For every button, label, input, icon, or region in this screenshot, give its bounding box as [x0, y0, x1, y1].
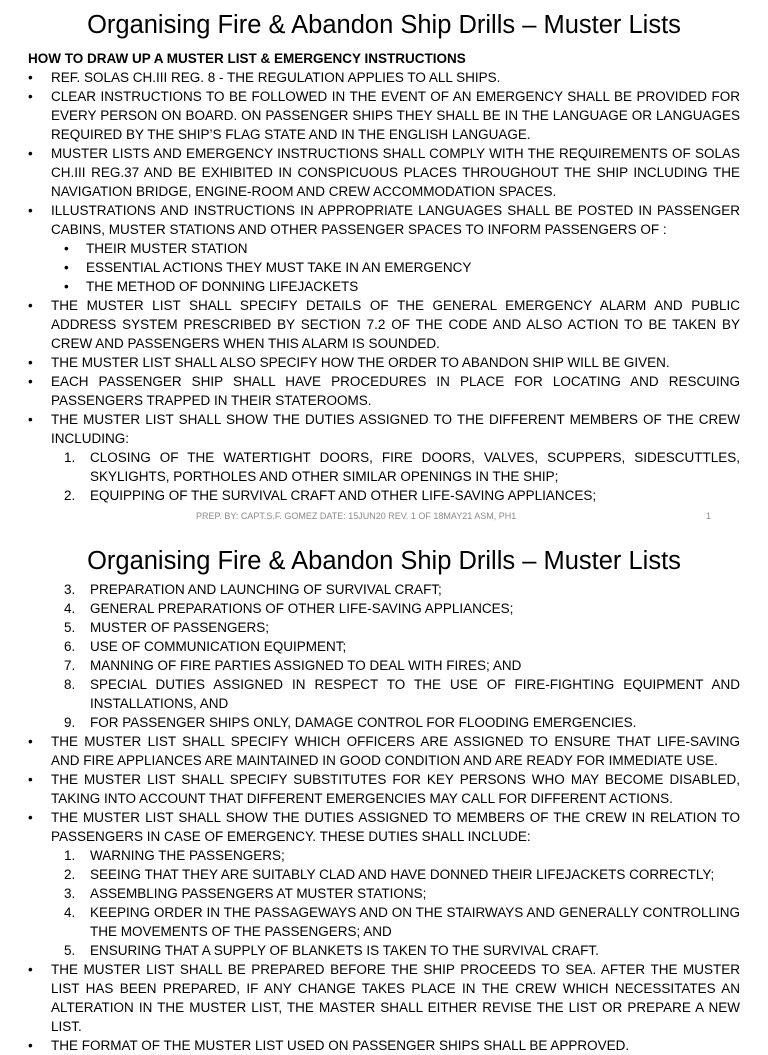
item-number: 2.	[64, 867, 76, 882]
bullet-marker: •	[28, 962, 33, 977]
item-text: THE MUSTER LIST SHALL SHOW THE DUTIES ASSIGNED TO THE DIFFERENT MEMBERS OF THE CREW INCLUDING:	[51, 412, 740, 446]
bullet-item	[0, 87, 768, 144]
bullet-item	[0, 770, 768, 808]
item-number: 8.	[64, 677, 76, 692]
bullet-marker: •	[28, 355, 33, 370]
bullet-marker: •	[28, 89, 33, 104]
item-number: 3.	[64, 582, 76, 597]
bullet-marker: •	[28, 203, 33, 218]
bullet-item	[0, 353, 768, 372]
item-text: MUSTER LISTS AND EMERGENCY INSTRUCTIONS SHALL COMPLY WITH THE REQUIREMENTS OF SOLAS CH.III REG.37 AND BE EXHIBITED IN CONSPICUOUS PLACES THROUGHOUT THE SHIP INCLUDING THE NAVIGATION BRIDGE, ENGINE-ROOM AND CREW ACCOMMODATION SPACES.	[51, 146, 740, 199]
item-number: 6.	[64, 639, 76, 654]
item-text: THE FORMAT OF THE MUSTER LIST USED ON PASSENGER SHIPS SHALL BE APPROVED.	[51, 1038, 630, 1053]
item-text: THE MUSTER LIST SHALL SHOW THE DUTIES ASSIGNED TO MEMBERS OF THE CREW IN RELATION TO PASSENGERS IN CASE OF EMERGENCY. THESE DUTIES SHALL INCLUDE:	[51, 810, 740, 844]
bullet-item	[0, 808, 768, 846]
item-text: THE MUSTER LIST SHALL BE PREPARED BEFORE THE SHIP PROCEEDS TO SEA. AFTER THE MUSTER LIST HAS BEEN PREPARED, IF ANY CHANGE TAKES PLACE IN THE CREW WHICH NECESSITATES AN ALTERATION IN THE MUSTER LIST, THE MASTER SHALL EITHER REVISE THE LIST OR PREPARE A NEW LIST.	[51, 962, 740, 1034]
bullet-marker: •	[28, 374, 33, 389]
item-text: PREPARATION AND LAUNCHING OF SURVIVAL CRAFT;	[90, 582, 442, 597]
bullet-marker: •	[64, 279, 69, 294]
numbered-item	[0, 941, 768, 960]
item-text: FOR PASSENGER SHIPS ONLY, DAMAGE CONTROL FOR FLOODING EMERGENCIES.	[90, 715, 637, 730]
bullet-item	[0, 1036, 768, 1055]
numbered-item	[0, 448, 768, 486]
item-number: 9.	[64, 715, 76, 730]
bullet-marker: •	[28, 298, 33, 313]
item-text: THE MUSTER LIST SHALL SPECIFY SUBSTITUTES FOR KEY PERSONS WHO MAY BECOME DISABLED, TAKING INTO ACCOUNT THAT DIFFERENT EMERGENCIES MAY CALL FOR DIFFERENT ACTIONS.	[51, 772, 740, 806]
item-number: 1.	[64, 450, 76, 465]
bullet-marker: •	[28, 772, 33, 787]
numbered-item	[0, 599, 768, 618]
item-text: USE OF COMMUNICATION EQUIPMENT;	[90, 639, 347, 654]
item-text: CLOSING OF THE WATERTIGHT DOORS, FIRE DOORS, VALVES, SCUPPERS, SIDESCUTTLES, SKYLIGHTS, PORTHOLES AND OTHER SIMILAR OPENINGS IN THE SHIP;	[90, 450, 740, 484]
item-text: ENSURING THAT A SUPPLY OF BLANKETS IS TAKEN TO THE SURVIVAL CRAFT.	[90, 943, 599, 958]
bullet-item	[0, 410, 768, 448]
item-number: 1.	[64, 848, 76, 863]
item-text: EACH PASSENGER SHIP SHALL HAVE PROCEDURES IN PLACE FOR LOCATING AND RESCUING PASSENGERS TRAPPED IN THEIR STATEROOMS.	[51, 374, 740, 408]
item-number: 4.	[64, 905, 76, 920]
bullet-item	[0, 277, 768, 296]
slide-1-list	[0, 68, 768, 505]
bullet-item	[0, 296, 768, 353]
bullet-marker: •	[64, 241, 69, 256]
numbered-item	[0, 865, 768, 884]
section-heading: HOW TO DRAW UP A MUSTER LIST & EMERGENCY INSTRUCTIONS	[28, 51, 466, 66]
bullet-item	[0, 144, 768, 201]
numbered-item	[0, 656, 768, 675]
item-text: THE MUSTER LIST SHALL SPECIFY DETAILS OF THE GENERAL EMERGENCY ALARM AND PUBLIC ADDRESS SYSTEM PRESCRIBED BY SECTION 7.2 OF THE CODE AND ALSO ACTION TO BE TAKEN BY CREW AND PASSENGERS WHEN THIS ALARM IS SOUNDED.	[51, 298, 740, 351]
item-number: 7.	[64, 658, 76, 673]
item-number: 2.	[64, 488, 76, 503]
slide-footer	[0, 509, 768, 523]
footer-text: PREP. BY: CAPT.S.F. GOMEZ DATE: 15JUN20 REV. 1 OF 18MAY21 ASM, PH1	[196, 511, 517, 521]
numbered-item	[0, 637, 768, 656]
item-text: THE METHOD OF DONNING LIFEJACKETS	[86, 279, 359, 294]
item-text: MANNING OF FIRE PARTIES ASSIGNED TO DEAL WITH FIRES; AND	[90, 658, 522, 673]
numbered-item	[0, 580, 768, 599]
item-text: EQUIPPING OF THE SURVIVAL CRAFT AND OTHER LIFE-SAVING APPLIANCES;	[90, 488, 597, 503]
slide-2-body	[0, 580, 768, 1055]
bullet-item	[0, 960, 768, 1036]
item-number: 3.	[64, 886, 76, 901]
numbered-item	[0, 675, 768, 713]
bullet-marker: •	[28, 70, 33, 85]
bullet-item	[0, 258, 768, 277]
numbered-item	[0, 884, 768, 903]
item-text: SEEING THAT THEY ARE SUITABLY CLAD AND HAVE DONNED THEIR LIFEJACKETS CORRECTLY;	[90, 867, 715, 882]
item-text: CLEAR INSTRUCTIONS TO BE FOLLOWED IN THE EVENT OF AN EMERGENCY SHALL BE PROVIDED FOR EVERY PERSON ON BOARD. ON PASSENGER SHIPS THEY SHALL BE IN THE LANGUAGE OR LANGUAGES REQUIRED BY THE SHIP’S FLAG STATE AND IN THE ENGLISH LANGUAGE.	[51, 89, 740, 142]
bullet-marker: •	[28, 734, 33, 749]
item-text: SPECIAL DUTIES ASSIGNED IN RESPECT TO THE USE OF FIRE-FIGHTING EQUIPMENT AND INSTALLATIONS, AND	[90, 677, 740, 711]
slide-2-list	[0, 580, 768, 1055]
item-number: 5.	[64, 620, 76, 635]
slide-title: Organising Fire & Abandon Ship Drills – Muster Lists	[87, 547, 681, 575]
item-text: ASSEMBLING PASSENGERS AT MUSTER STATIONS;	[90, 886, 427, 901]
bullet-marker: •	[28, 1038, 33, 1053]
item-number: 5.	[64, 943, 76, 958]
item-number: 4.	[64, 601, 76, 616]
bullet-marker: •	[28, 146, 33, 161]
item-text: ILLUSTRATIONS AND INSTRUCTIONS IN APPROPRIATE LANGUAGES SHALL BE POSTED IN PASSENGER CABINS, MUSTER STATIONS AND OTHER PASSENGER SPACES TO INFORM PASSENGERS OF :	[51, 203, 740, 237]
slide-title: Organising Fire & Abandon Ship Drills – Muster Lists	[87, 11, 681, 39]
numbered-item	[0, 618, 768, 637]
bullet-marker: •	[28, 810, 33, 825]
item-text: MUSTER OF PASSENGERS;	[90, 620, 270, 635]
bullet-item	[0, 372, 768, 410]
item-text: GENERAL PREPARATIONS OF OTHER LIFE-SAVING APPLIANCES;	[90, 601, 514, 616]
bullet-marker: •	[28, 412, 33, 427]
bullet-marker: •	[64, 260, 69, 275]
numbered-item	[0, 486, 768, 505]
bullet-item	[0, 68, 768, 87]
slide-1-body	[0, 49, 768, 505]
numbered-item	[0, 903, 768, 941]
item-text: THEIR MUSTER STATION	[86, 241, 248, 256]
bullet-item	[0, 239, 768, 258]
bullet-item	[0, 201, 768, 239]
page-number: 1	[706, 511, 712, 521]
numbered-item	[0, 846, 768, 865]
item-text: ESSENTIAL ACTIONS THEY MUST TAKE IN AN EMERGENCY	[86, 260, 472, 275]
numbered-item	[0, 713, 768, 732]
item-text: THE MUSTER LIST SHALL SPECIFY WHICH OFFICERS ARE ASSIGNED TO ENSURE THAT LIFE-SAVING AND FIRE APPLIANCES ARE MAINTAINED IN GOOD CONDITION AND ARE READY FOR IMMEDIATE USE.	[51, 734, 740, 768]
item-text: KEEPING ORDER IN THE PASSAGEWAYS AND ON THE STAIRWAYS AND GENERALLY CONTROLLING THE MOVEMENTS OF THE PASSENGERS; AND	[90, 905, 740, 939]
item-text: REF. SOLAS CH.III REG. 8 - THE REGULATION APPLIES TO ALL SHIPS.	[51, 70, 501, 85]
item-text: WARNING THE PASSENGERS;	[90, 848, 285, 863]
item-text: THE MUSTER LIST SHALL ALSO SPECIFY HOW THE ORDER TO ABANDON SHIP WILL BE GIVEN.	[51, 355, 670, 370]
bullet-item	[0, 732, 768, 770]
